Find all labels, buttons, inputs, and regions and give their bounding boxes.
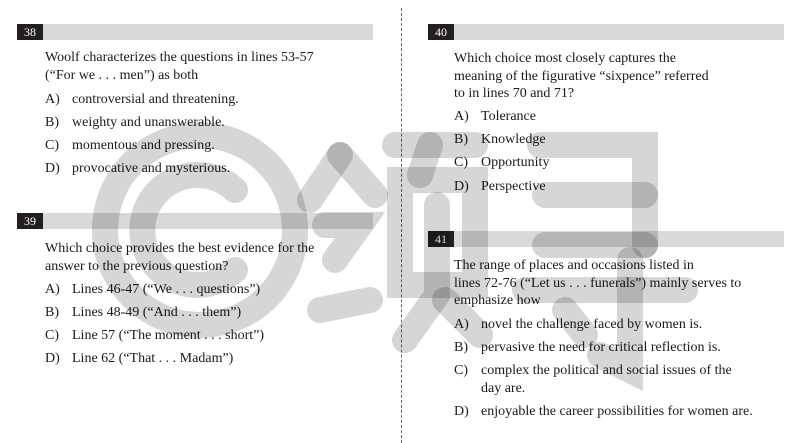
question-number: 38 xyxy=(17,24,43,40)
choice-text xyxy=(481,362,732,397)
choice-letter: D) xyxy=(45,161,60,176)
choice-text: Line 57 (“The moment . . . short”) xyxy=(72,328,265,343)
stem-line: Which choice most closely captures the xyxy=(454,51,676,66)
question-header-bar xyxy=(428,231,784,247)
stem-line: lines 72-76 (“Let us . . . funerals”) mainly serves to xyxy=(454,275,742,291)
stem-line: The range of places and occasions listed in xyxy=(454,258,694,273)
choice-a[interactable] xyxy=(454,108,536,126)
question-header-bar xyxy=(17,24,373,40)
question-stem xyxy=(454,257,741,310)
question-header-bar xyxy=(17,213,373,229)
choice-text: pervasive the need for critical reflection is. xyxy=(481,340,721,355)
choice-text: Tolerance xyxy=(481,109,536,124)
question-number: 41 xyxy=(428,231,454,247)
question-number: 39 xyxy=(17,213,43,229)
choice-letter: C) xyxy=(454,155,468,170)
choice-letter: C) xyxy=(45,138,59,153)
choice-text: Opportunity xyxy=(481,155,550,170)
stem-line: (“For we . . . men”) as both xyxy=(45,67,199,83)
choice-text: novel the challenge faced by women is. xyxy=(481,317,703,332)
choice-text-line: day are. xyxy=(481,380,526,396)
choice-b[interactable] xyxy=(454,339,721,357)
question-header-bar xyxy=(428,24,784,40)
choice-text: provocative and mysterious. xyxy=(72,161,231,176)
choice-text: Knowledge xyxy=(481,132,546,147)
choice-a[interactable] xyxy=(45,281,260,299)
choice-text-line: complex the political and social issues of the xyxy=(481,363,732,378)
choice-d[interactable] xyxy=(45,350,233,368)
choice-letter: B) xyxy=(45,115,59,130)
choice-text: enjoyable the career possibilities for women are. xyxy=(481,404,753,419)
choice-letter: B) xyxy=(454,132,468,147)
choice-letter: A) xyxy=(45,282,60,297)
choice-text: Line 62 (“That . . . Madam”) xyxy=(72,351,234,366)
question-stem xyxy=(45,49,314,84)
choice-letter: A) xyxy=(45,92,60,107)
stem-line: Which choice provides the best evidence for the xyxy=(45,241,315,256)
choice-letter: B) xyxy=(45,305,59,320)
choice-b[interactable] xyxy=(45,114,225,132)
choice-letter: D) xyxy=(454,179,469,194)
choice-d[interactable] xyxy=(454,178,546,196)
question-stem xyxy=(454,50,709,103)
choice-text: Lines 48-49 (“And . . . them”) xyxy=(72,305,242,320)
choice-letter: D) xyxy=(45,351,60,366)
choice-letter: C) xyxy=(45,328,59,343)
choice-letter: A) xyxy=(454,317,469,332)
choice-c[interactable] xyxy=(45,137,215,155)
choice-text: momentous and pressing. xyxy=(72,138,215,153)
choice-letter: C) xyxy=(454,363,468,378)
choice-text: Perspective xyxy=(481,179,546,194)
choice-text: weighty and unanswerable. xyxy=(72,115,225,130)
choice-c[interactable] xyxy=(45,327,264,345)
choice-c[interactable] xyxy=(454,154,549,172)
choice-a[interactable] xyxy=(454,316,702,334)
choice-text: Lines 46-47 (“We . . . questions”) xyxy=(72,282,261,297)
question-stem xyxy=(45,240,314,275)
stem-line: Woolf characterizes the questions in lines 53-57 xyxy=(45,50,314,65)
column-divider xyxy=(401,8,402,443)
stem-line: emphasize how xyxy=(454,293,541,308)
choice-b[interactable] xyxy=(454,131,546,149)
choice-c[interactable] xyxy=(454,362,732,397)
choice-a[interactable] xyxy=(45,91,239,109)
choice-letter: A) xyxy=(454,109,469,124)
stem-line: to in lines 70 and 71? xyxy=(454,86,575,101)
question-number: 40 xyxy=(428,24,454,40)
choice-letter: B) xyxy=(454,340,468,355)
choice-d[interactable] xyxy=(454,403,753,421)
choice-text: controversial and threatening. xyxy=(72,92,239,107)
choice-b[interactable] xyxy=(45,304,241,322)
choice-d[interactable] xyxy=(45,160,230,178)
stem-line: answer to the previous question? xyxy=(45,258,229,274)
stem-line: meaning of the figurative “sixpence” referred xyxy=(454,68,709,84)
choice-letter: D) xyxy=(454,404,469,419)
